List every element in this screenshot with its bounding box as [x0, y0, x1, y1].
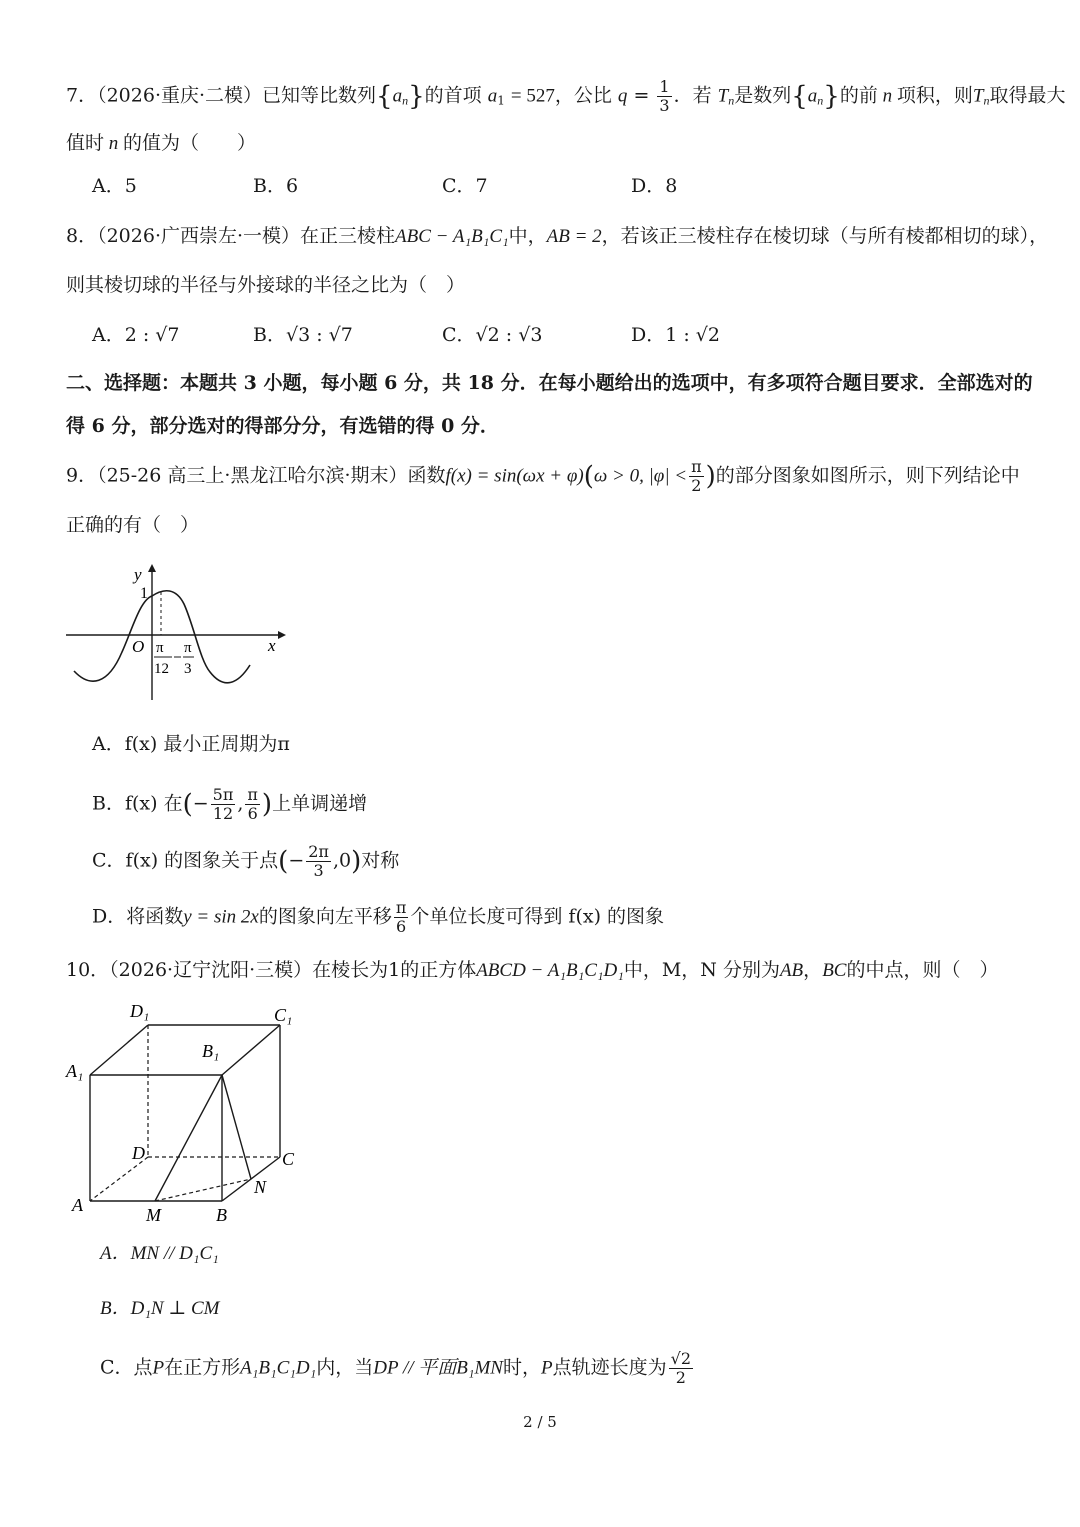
q7-option-b[interactable]: B．6 — [253, 175, 299, 197]
q9-line1: 9．（25-26 高三上·黑龙江哈尔滨·期末）函数f(x) = sin(ωx + φ)(ω > 0, |φ| < $\frac{\pi}{2}$ )的部分图象如图所示，则下列结论中 — [66, 457, 1020, 495]
graph-pi-3-num: π — [184, 640, 192, 656]
q9-option-c[interactable]: C．f(x) 的图象关于点(− $\frac{2\pi}{3}$ ,0)对称 — [92, 842, 400, 880]
svg-text:D₁: D₁ — [130, 1001, 150, 1021]
svg-text:A: A — [72, 1195, 83, 1215]
svg-text:C₁: C₁ — [274, 1005, 293, 1025]
x-axis-arrow-icon — [278, 631, 286, 639]
graph-pi-3-den: 3 — [184, 661, 192, 677]
svg-text:N: N — [254, 1177, 267, 1197]
svg-text:B₁: B₁ — [202, 1041, 220, 1061]
graph-y-label: y — [134, 565, 142, 584]
svg-text:D: D — [132, 1143, 145, 1163]
y-axis-arrow-icon — [148, 564, 156, 572]
q10-line1: 10．（2026·辽宁沈阳·三模）在棱长为1的正方体ABCD − A₁B₁C₁D₁中，M，N 分别为AB，BC的中点，则（ ） — [66, 959, 999, 981]
q7-lead: 7．（2026·重庆·二模）已知等比数列 — [66, 84, 377, 107]
q7-option-c[interactable]: C．7 — [442, 175, 488, 197]
q10-option-c[interactable]: C．点P在正方形A₁B₁C₁D₁内，当DP // 平面B₁MN时，P点轨迹长度为 $\frac{√2}{2}$ — [100, 1349, 691, 1387]
q9-line2: 正确的有（ ） — [66, 514, 200, 536]
graph-pi-12-num: π — [156, 640, 164, 656]
q10-option-a[interactable]: A．MN // D₁C₁ — [100, 1243, 219, 1264]
q9-sine-graph — [60, 560, 290, 710]
graph-x-label: x — [268, 636, 276, 655]
q10-option-b[interactable]: B．D₁N ⊥ CM — [100, 1298, 220, 1319]
q8-line1: 8．（2026·广西崇左·一模）在正三棱柱ABC − A₁B₁C₁中，AB = 2，若该正三棱柱存在棱切球（与所有棱都相切的球）， — [66, 225, 1049, 247]
graph-pi-12-den: 12 — [154, 661, 169, 677]
q8-line2: 则其棱切球的半径与外接球的半径之比为（ ） — [66, 274, 466, 296]
svg-text:C: C — [282, 1149, 295, 1169]
page-number: 2 / 5 — [523, 1413, 557, 1431]
graph-one-label: 1 — [140, 585, 148, 602]
svg-text:M: M — [146, 1205, 161, 1225]
q9-option-a[interactable]: A．f(x) 最小正周期为π — [92, 733, 290, 755]
q7-line2: 值时 n 的值为（ ） — [66, 132, 257, 154]
q9-option-d[interactable]: D．将函数y = sin 2x的图象向左平移 $\frac{\pi}{6}$ 个单位长度可得到 f(x) 的图象 — [92, 898, 665, 936]
section2-heading-line1: 二、选择题：本题共 3 小题，每小题 6 分，共 18 分．在每小题给出的选项中，有多项符合题目要求．全部选对的 — [66, 372, 1033, 394]
graph-origin-label: O — [132, 637, 145, 656]
q8-option-a[interactable]: A．2 : √7 — [92, 324, 180, 346]
q8-option-b[interactable]: B．√3 : √7 — [253, 324, 353, 346]
q7-option-a[interactable]: A．5 — [92, 175, 137, 197]
q8-option-c[interactable]: C．√2 : √3 — [442, 324, 543, 346]
q7-ratio-fraction: $\frac{1}{3}$ — [659, 77, 670, 115]
q8-option-d[interactable]: D．1 : √2 — [631, 324, 720, 346]
q7-line1: 7．（2026·重庆·二模）已知等比数列$\{a_n\}$的首项 $a_1 = 527$，公比 q = $\frac{1}{3}$ ．若 $T_n$是数列$\{a_n\}$的前 n 项积，则$T_n$取得最大 — [66, 77, 1066, 115]
q7-option-d[interactable]: D．8 — [631, 175, 678, 197]
section2-heading-line2: 得 6 分，部分选对的得部分分，有选错的得 0 分． — [66, 415, 499, 437]
svg-text:A₁: A₁ — [66, 1061, 84, 1081]
q9-option-b[interactable]: B．f(x) 在(− $\frac{5\pi}{12}$ , $\frac{\pi}{6}$ )上单调递增 — [92, 785, 368, 823]
q10-cube-figure — [60, 995, 310, 1230]
svg-text:B: B — [216, 1205, 227, 1225]
